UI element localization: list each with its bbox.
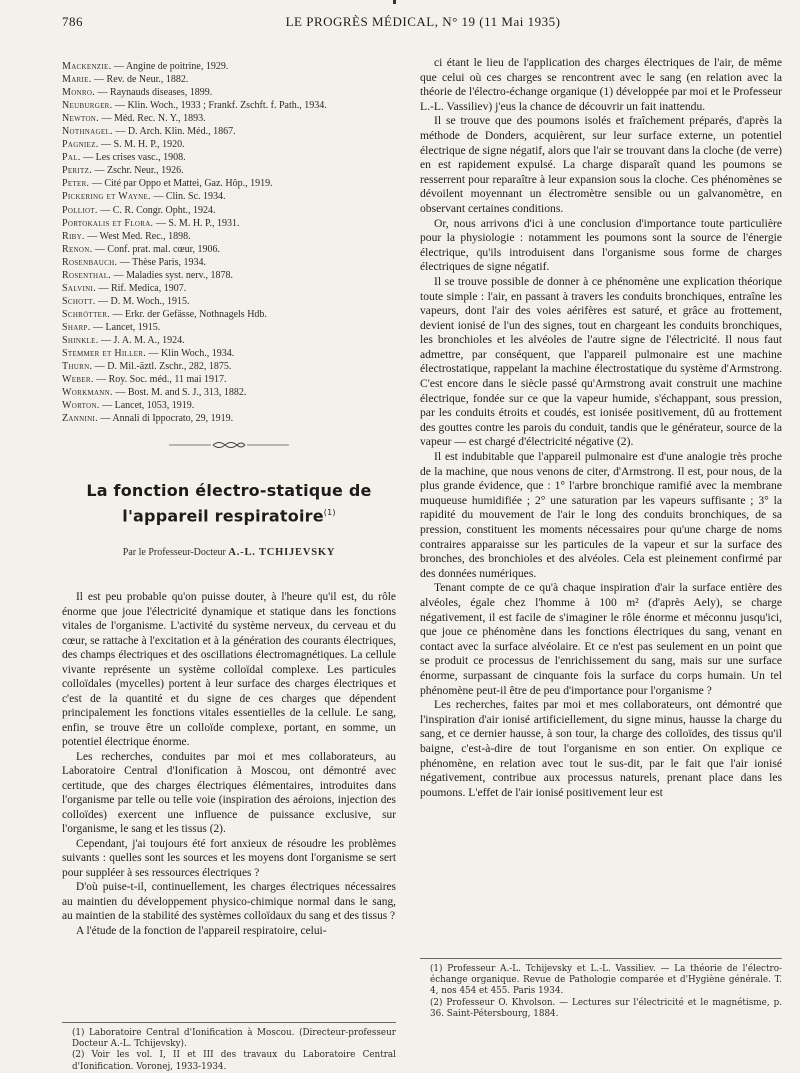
paragraph: Il se trouve possible de donner à ce phénomène une explication théorique toute simple : l'air, en passant à travers les conduits bronchiques, entraîne les vapeurs, dont l'air des voies aérifères est saturé, et grâce au frottement, devient ionisé de l'un des signes, tout en chargeant les conduits bronchiques, les bronchioles et les alvéoles de l'autre signe de l'électricité. Il nous faut admettre, par conséquent, que l'appareil pulmonaire est une machine électrostatique, rappelant la machine électrostatique du système d'Armstrong. C'est encore dans le siècle passé qu'Armstrong avait construit une machine électrique, fondée sur ce que la vapeur humide, s'échappant, sous pression, par les conduits étroits et coudés, est ionisée positivement, dû au frottement des gouttes contre les parois du conduit, tandis que le générateur, source de la vapeur — est chargé d'électricité négative (2). bbox=[420, 274, 782, 449]
reference-entry bbox=[62, 138, 396, 151]
reference-author: Rosenthal. bbox=[62, 269, 112, 281]
reference-entry bbox=[62, 256, 396, 269]
reference-citation: — Annali di Ippocrato, 29, 1919. bbox=[97, 413, 234, 425]
reference-entry bbox=[62, 86, 396, 99]
reference-entry bbox=[62, 73, 396, 86]
running-title: LE PROGRÈS MÉDICAL, N° 19 (11 Mai 1935) bbox=[285, 14, 561, 29]
paragraph: Or, nous arrivons d'ici à une conclusion d'importance toute particulière pour la physiologie : notamment les poumons sont la source de l'énergie électrique, qu'ils introduisent dans l'organisme sous forme de charges électriques de signe négatif. bbox=[420, 216, 782, 274]
reference-citation: — S. M. H. P., 1920. bbox=[98, 139, 185, 151]
reference-author: Schrötter. bbox=[62, 308, 111, 320]
reference-author: Sharp. bbox=[62, 321, 91, 333]
reference-entry bbox=[62, 282, 396, 295]
author-name: A.-L. TCHIJEVSKY bbox=[228, 546, 336, 558]
reference-author: Monro. bbox=[62, 87, 96, 99]
reference-entry bbox=[62, 204, 396, 217]
reference-citation: — Conf. prat. mal. cœur, 1906. bbox=[92, 243, 221, 255]
byline bbox=[62, 546, 396, 561]
reference-entry bbox=[62, 177, 396, 190]
reference-citation: — D. Mil.-äztl. Zschr., 282, 1875. bbox=[92, 361, 232, 373]
page-number: 786 bbox=[62, 14, 83, 29]
reference-entry bbox=[62, 151, 396, 164]
reference-citation: — West Med. Rec., 1898. bbox=[84, 230, 191, 242]
reference-entry bbox=[62, 386, 396, 399]
reference-author: Stemmer et Hiller. bbox=[62, 348, 147, 360]
section-ornament bbox=[62, 440, 396, 450]
reference-author: Zannini. bbox=[62, 413, 98, 425]
reference-author: Shinkle. bbox=[62, 334, 99, 346]
reference-entry bbox=[62, 412, 396, 425]
paragraph: Tenant compte de ce qu'à chaque inspiration d'air la surface entière des alvéoles, égale chez l'homme à 100 m² (d'après Aely), se charge négativement, il est facile de s'imaginer le rôle énorme et méconnu jusqu'ici, que joue ce phénomène dans les fonctions électriques du sang, venant en contact avec la surface alvéolaire. Et ce n'est pas seulement en un point que se produit ce processus de l'enrichissement du sang, mais sur une surface énorme, surpassant de cinquante fois la surface du corps humain. Un tel phénomène peut-il être de peu d'importance pour l'organisme ? bbox=[420, 581, 782, 697]
reference-citation: — Lancet, 1915. bbox=[90, 321, 161, 333]
footnote: (2) Professeur O. Khvolson. — Lectures sur l'électricité et le magnétisme, p. 36. Saint-Pétersbourg, 1884. bbox=[430, 997, 782, 1019]
paragraph: Les recherches, conduites par moi et mes collaborateurs, au Laboratoire Central d'Ionification à Moscou, ont démontré avec certitude, que des charges électriques élémentaires, introduites dans l'organisme par telle ou telle voie (inspiration des aéroions, injection des colloïdes) exercent une influence de puissance exclusive, sur l'organisme, le sang et les tissus (2). bbox=[62, 750, 396, 836]
reference-entry bbox=[62, 399, 396, 412]
left-body bbox=[62, 590, 396, 938]
title-line-2: l'appareil respiratoire bbox=[122, 506, 324, 526]
reference-author: Workmann. bbox=[62, 387, 113, 399]
reference-author: Pal. bbox=[62, 152, 81, 164]
paragraph: A l'étude de la fonction de l'appareil respiratoire, celui- bbox=[76, 924, 327, 937]
reference-citation: — Roy. Soc. méd., 11 mai 1917. bbox=[93, 374, 227, 386]
reference-citation: — Klin Woch., 1934. bbox=[146, 348, 235, 360]
reference-author: Nothnagel. bbox=[62, 126, 113, 138]
reference-author: Pagniez. bbox=[62, 139, 99, 151]
reference-author: Renon. bbox=[62, 243, 93, 255]
left-footnotes bbox=[62, 1014, 396, 1073]
title-note: (1) bbox=[323, 508, 336, 518]
reference-citation: — Rif. Medica, 1907. bbox=[95, 282, 187, 294]
reference-citation: — Les crises vasc., 1908. bbox=[80, 152, 186, 164]
reference-citation: — Zschr. Neur., 1926. bbox=[92, 165, 184, 177]
paragraph: Il est peu probable qu'on puisse douter, à l'heure qu'il est, du rôle énorme que joue l'électricité dynamique et statique dans les fonctions vitales de l'organisme. L'activité du système nerveux, du cerveau et du cœur, se rattache à l'excitation et à la génération des courants électriques, des champs électriques et des oscillations électromagnétiques. La cellule vivante représente un système colloïdal complexe. Les particules colloïdales (mycelles) portent à leur surface des charges électriques et c'est de la quantité et du signe de ces charges que dépendent principalement les fonctions vitales essentielles de la cellule. Le sang, enfin, se trouve être un colloïde complexe, portant, en somme, un potentiel électrique énorme. bbox=[62, 591, 396, 749]
right-footnotes bbox=[420, 950, 782, 1020]
reference-citation: — Thèse Paris, 1934. bbox=[117, 256, 206, 268]
reference-entry bbox=[62, 99, 396, 112]
reference-entry bbox=[62, 112, 396, 125]
reference-citation: — Lancet, 1053, 1919. bbox=[99, 400, 195, 412]
reference-entry bbox=[62, 164, 396, 177]
reference-author: Riby. bbox=[62, 230, 85, 242]
reference-entry bbox=[62, 190, 396, 203]
reference-citation: — D. Arch. Klin. Méd., 1867. bbox=[112, 126, 236, 138]
running-header bbox=[62, 14, 784, 34]
reference-author: Rosenbauch. bbox=[62, 256, 118, 268]
reference-author: Thurn. bbox=[62, 361, 93, 373]
reference-entry bbox=[62, 347, 396, 360]
reference-entry bbox=[62, 243, 396, 256]
reference-author: Polliot. bbox=[62, 204, 98, 216]
reference-entry bbox=[62, 125, 396, 138]
reference-citation: — Klin. Woch., 1933 ; Frankf. Zschft. f. Path., 1934. bbox=[112, 100, 327, 112]
reference-author: Worton. bbox=[62, 400, 100, 412]
reference-citation: — S. M. H. P., 1931. bbox=[153, 217, 240, 229]
reference-citation: — Rev. de Neur., 1882. bbox=[91, 74, 189, 86]
reference-entry bbox=[62, 217, 396, 230]
title-line-1: La fonction électro-statique de bbox=[86, 481, 372, 501]
reference-citation: — D. M. Woch., 1915. bbox=[95, 295, 190, 307]
reference-entry bbox=[62, 334, 396, 347]
article-title bbox=[62, 480, 396, 527]
reference-citation: — Méd. Rec. N. Y., 1893. bbox=[98, 113, 206, 125]
byline-prefix: Par le Professeur-Docteur bbox=[122, 546, 229, 558]
reference-entry bbox=[62, 295, 396, 308]
ornament-rule-icon bbox=[169, 440, 289, 450]
footnote-rule bbox=[420, 958, 782, 959]
reference-citation: — Maladies syst. nerv., 1878. bbox=[111, 269, 233, 281]
paragraph: ci étant le lieu de l'application des charges électriques de l'air, de même que celui où ces charges se rencontrent avec le sang (en relation avec la théorie de l'électro-échange organique (1) développée par moi et le Professeur L.-L. Vassiliev) j'eus la chance de découvrir un fait inattendu. bbox=[420, 56, 782, 113]
reference-entry bbox=[62, 373, 396, 386]
paragraph: D'où puise-t-il, continuellement, les charges électriques nécessaires au maintien du développement physico-chimique normal dans le sang, au maintien de la stabilité des systèmes colloïdaux du sang et des tissus ? bbox=[62, 881, 396, 923]
reference-author: Pickering et Wayne. bbox=[62, 191, 151, 203]
reference-citation: — Raynauds diseases, 1899. bbox=[95, 87, 213, 99]
reference-list bbox=[62, 60, 396, 425]
reference-entry bbox=[62, 230, 396, 243]
reference-author: Neuburger. bbox=[62, 100, 113, 112]
reference-citation: — Cité par Oppo et Mattei, Gaz. Hôp., 1919. bbox=[89, 178, 273, 190]
reference-citation: — Bost. M. and S. J., 313, 1882. bbox=[112, 387, 247, 399]
reference-author: Salvini. bbox=[62, 282, 96, 294]
reference-citation: — Angine de poitrine, 1929. bbox=[111, 61, 229, 72]
reference-author: Marie. bbox=[62, 74, 92, 86]
reference-entry bbox=[62, 360, 396, 373]
footnote: (1) Laboratoire Central d'Ionification à Moscou. (Directeur-professeur Docteur A.-L. Tchijevsky). bbox=[72, 1028, 396, 1050]
left-column bbox=[62, 56, 396, 1068]
print-mark bbox=[393, 0, 396, 4]
footnote-rule bbox=[62, 1022, 396, 1023]
reference-entry bbox=[62, 269, 396, 282]
reference-entry bbox=[62, 321, 396, 334]
reference-author: Portokalis et Flora. bbox=[62, 217, 154, 229]
footnote: (1) Professeur A.-L. Tchijevsky et L.-L. Vassiliev. — La théorie de l'électro-échange organique. Revue de Pathologie comparée et d'Hygiène générale. T. 4, nos 454 et 455. Paris 1934. bbox=[430, 964, 782, 997]
paragraph: Cependant, j'ai toujours été fort anxieux de résoudre les problèmes suivants : quelles sont les sources et les moyens dont l'organisme se sert pour suppléer à ses ressources électriques ? bbox=[62, 837, 396, 879]
reference-author: Peter. bbox=[62, 178, 90, 190]
paragraph: Il est indubitable que l'appareil pulmonaire est d'une analogie très proche de la machine, que nous venons de citer, d'Armstrong. Il est, pour nous, de la plus grande évidence, que : 1° l'arbre bronchique ramifié avec la membrane muqueuse humidifiée ; 2° une saturation par les vapeurs suffisante ; 3° la rapidité du mouvement de l'air le long des conduits bronchiques, de sa pression, constituent les moments nécessaires pour qu'une charge de noms contraires apparaisse sur les particules de la vapeur et sur la surface des bronches, des bronchioles et des alvéoles. Cela est pleinement confirmé par des données numériques. bbox=[420, 450, 782, 580]
reference-citation: — Erkr. der Gefässe, Nothnagels Hdb. bbox=[110, 308, 267, 320]
reference-entry bbox=[62, 308, 396, 321]
reference-entry bbox=[62, 60, 396, 73]
reference-author: Schott. bbox=[62, 295, 96, 307]
paragraph: Il se trouve que des poumons isolés et fraîchement préparés, d'après la méthode de Donders, acquièrent, sur leur surface externe, un potentiel électrique de signe négatif, alors que l'air se trouvant dans la cloche (de verre) en est rapidement expulsé. La charge disparaît quand les poumons se resserrent pour reparaître à leur expansion sous la cloche. Ces phénomènes se dévoilent moyennant un électromètre sensible ou un galvanomètre, en observant certaines conditions. bbox=[420, 114, 782, 215]
reference-author: Peritz. bbox=[62, 165, 92, 177]
reference-author: Mackenzie. bbox=[62, 61, 112, 72]
reference-citation: — Clin. Sc. 1934. bbox=[150, 191, 226, 203]
reference-author: Newton. bbox=[62, 113, 99, 125]
right-column bbox=[420, 56, 782, 1068]
reference-citation: — C. R. Congr. Opht., 1924. bbox=[97, 204, 216, 216]
reference-author: Weber. bbox=[62, 374, 94, 386]
paragraph: Les recherches, faites par moi et mes collaborateurs, ont démontré que l'inspiration d'air ionisé artificiellement, du signe minus, hausse la charge du sang, et ce dernier hausse, à son tour, la charge des colloïdes, des tissus qu'il baigne, c'est-à-dire de tout l'organisme en son entier. On explique ce phénomène, en relation avec tout le sus-dit, par le fait que l'air ionisé négativement, contribue aux processus naturels, prenant place dans les poumons. L'effet de l'air ionisé positivement leur est bbox=[420, 698, 782, 799]
reference-citation: — J. A. M. A., 1924. bbox=[98, 334, 185, 346]
footnote: (2) Voir les vol. I, II et III des travaux du Laboratoire Central d'Ionification. Voronej, 1933-1934. bbox=[72, 1050, 396, 1072]
